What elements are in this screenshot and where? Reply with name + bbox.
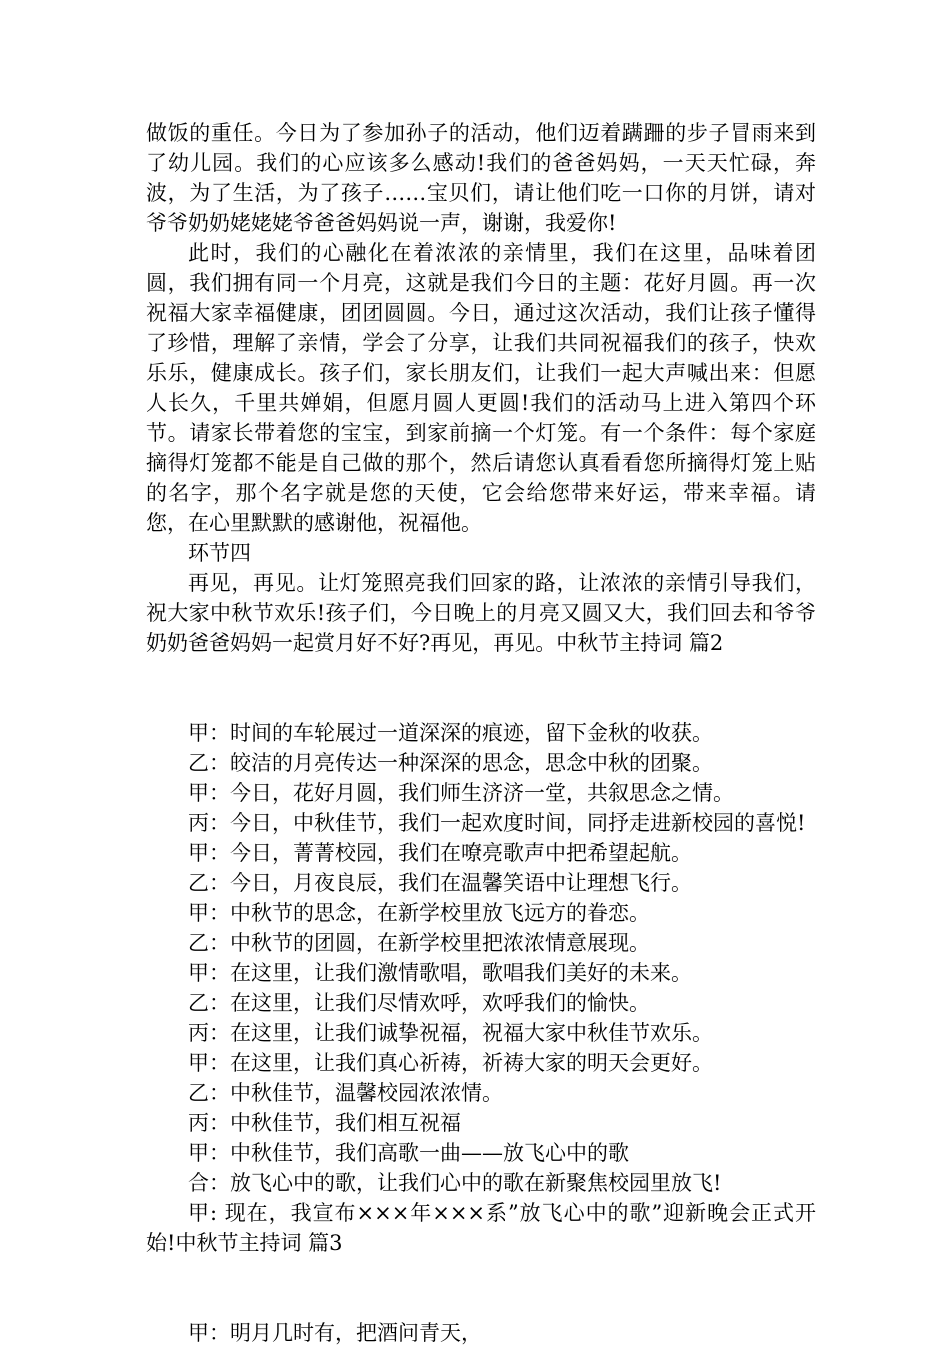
paragraph: 环节四 [188,541,251,565]
paragraph: 甲：今日，花好月圆，我们师生济济一堂，共叙思念之情。 [188,781,734,805]
paragraph: 乙：中秋节的团圆，在新学校里把浓浓情意展现。 [188,931,650,955]
paragraph: 乙：皎洁的月亮传达一种深深的思念，思念中秋的团聚。 [188,751,713,775]
paragraph: 合：放飞心中的歌，让我们心中的歌在新聚焦校园里放飞! [188,1171,722,1195]
paragraph: 乙：中秋佳节，温馨校园浓浓情。 [188,1081,503,1105]
paragraph: 甲：明月几时有，把酒问青天， [188,1321,482,1345]
paragraph: 乙：今日，月夜良辰，我们在温馨笑语中让理想飞行。 [188,871,692,895]
paragraph: 丙：在这里，让我们诚挚祝福，祝福大家中秋佳节欢乐。 [188,1021,713,1045]
paragraph: 甲：今日，菁菁校园，我们在嘹亮歌声中把希望起航。 [188,841,692,865]
paragraph: 甲：时间的车轮展过一道深深的痕迹，留下金秋的收获。 [188,721,713,745]
paragraph: 再见，再见。让灯笼照亮我们回家的路，让浓浓的亲情引导我们，祝大家中秋节欢乐!孩子们，今日晚上的月亮又圆又大，我们回去和爷爷奶奶爸爸妈妈一起赏月好不好?再见，再见。中秋节主持词 篇2 [146,571,816,655]
paragraph: 甲：在这里，让我们激情歌唱，歌唱我们美好的未来。 [188,961,692,985]
paragraph: 乙：在这里，让我们尽情欢呼，欢呼我们的愉快。 [188,991,650,1015]
paragraph: 甲: 现在，我宣布×××年×××系”放飞心中的歌”迎新晚会正式开始!中秋节主持词 篇3 [146,1201,816,1255]
document-body [146,118,816,1348]
paragraph: 丙：今日，中秋佳节，我们一起欢度时间，同抒走进新校园的喜悦! [188,811,806,835]
paragraph-spacer [146,1258,816,1318]
paragraph-spacer [146,658,816,718]
paragraph: 丙：中秋佳节，我们相互祝福 [188,1111,461,1135]
paragraph: 此时，我们的心融化在着浓浓的亲情里，我们在这里，品味着团圆，我们拥有同一个月亮，这就是我们今日的主题：花好月圆。再一次祝福大家幸福健康，团团圆圆。今日，通过这次活动，我们让孩子懂得了珍惜，理解了亲情，学会了分享，让我们共同祝福我们的孩子，快欢乐乐，健康成长。孩子们，家长朋友们，让我们一起大声喊出来：但愿人长久，千里共婵娟，但愿月圆人更圆!我们的活动马上进入第四个环节。请家长带着您的宝宝，到家前摘一个灯笼。有一个条件：每个家庭摘得灯笼都不能是自己做的那个，然后请您认真看看您所摘得灯笼上贴的名字，那个名字就是您的天使，它会给您带来好运，带来幸福。请您，在心里默默的感谢他，祝福他。 [146,241,816,535]
paragraph: 做饭的重任。今日为了参加孙子的活动，他们迈着蹒跚的步子冒雨来到了幼儿园。我们的心应该多么感动!我们的爸爸妈妈，一天天忙碌，奔波，为了生活，为了孩子……宝贝们，请让他们吃一口你的月饼，请对爷爷奶奶姥姥姥爷爸爸妈妈说一声，谢谢，我爱你! [146,121,816,235]
paragraph: 甲：中秋佳节，我们高歌一曲——放飞心中的歌 [188,1141,629,1165]
paragraph: 甲：在这里，让我们真心祈祷，祈祷大家的明天会更好。 [188,1051,713,1075]
paragraph: 甲：中秋节的思念，在新学校里放飞远方的眷恋。 [188,901,650,925]
